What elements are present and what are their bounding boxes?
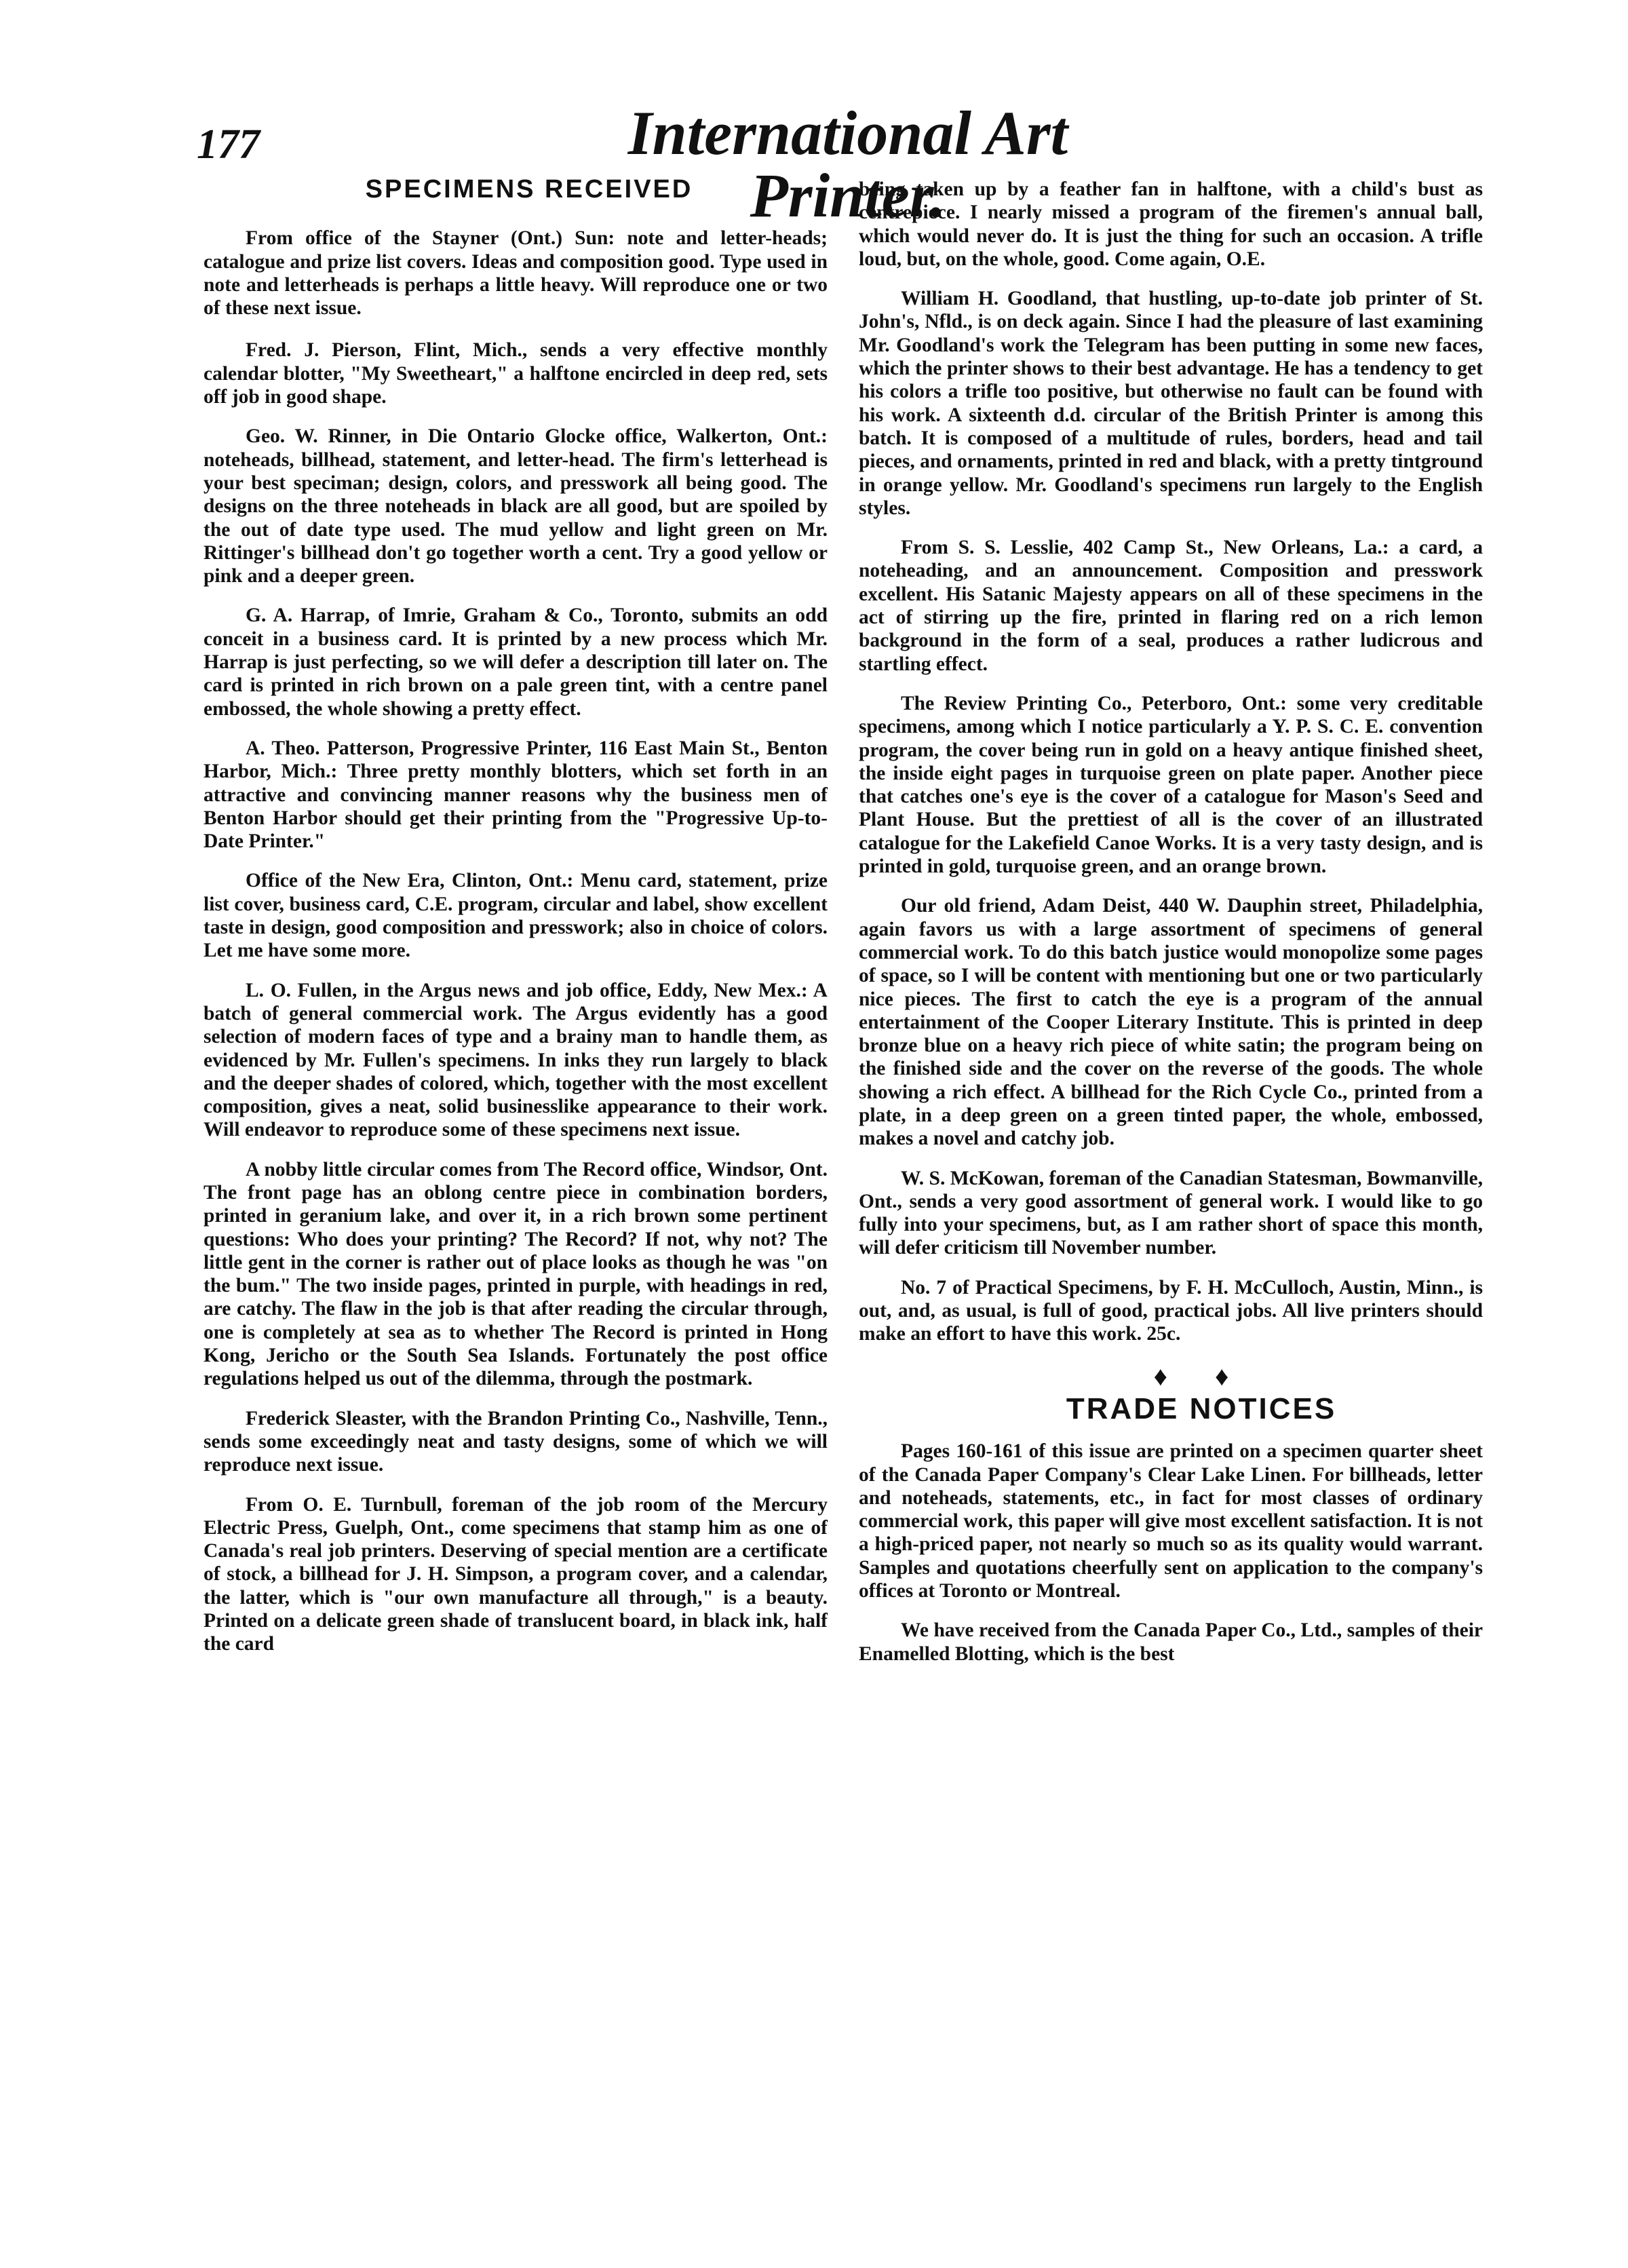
paragraph: A. Theo. Patterson, Progressive Printer, 116 East Main St., Benton Harbor, Mich.: Three pretty monthly blotters, which set forth in an attractive and convincing manner reasons why the business men of Benton Harbor should get their printing from the "Progressive Up-to-Date Printer." [204,737,828,853]
paragraph: A nobby little circular comes from The Record office, Windsor, Ont. The front page has an oblong centre piece in combination borders, printed in geranium lake, and over it, in a rich brown some pertinent questions: Who does your printing? The Record? If not, why not? The little gent in the corner is rather out of place looks as though he was "on the bum." The two inside pages, printed in purple, with headings in red, are catchy. The flaw in the job is that after reading the circular through, one is completely at sea as to whether The Record is printed in Hong Kong, Jericho or the South Sea Islands. Fortunately the post office regulations helped us out of the dilemma, through the postmark. [204,1158,828,1390]
paragraph: W. S. McKowan, foreman of the Canadian Statesman, Bowmanville, Ont., sends a very good assortment of general work. I would like to go fully into your specimens, but, as I am rather short of space this month, will defer criticism till November number. [859,1167,1483,1259]
paragraph: Our old friend, Adam Deist, 440 W. Dauphin street, Philadelphia, again favors us with a large assortment of specimens of general commercial work. To do this batch justice would monopolize some pages of space, so I will be content with mentioning but one or two particularly nice pieces. The first to catch the eye is a program of the annual entertainment of the Cooper Literary Institute. This is printed in deep bronze blue on a heavy rich piece of white satin; the program being on the finished side and the cover on the reverse of the goods. The whole showing a rich effect. A billhead for the Rich Cycle Co., printed from a plate, in a deep green on a green tinted paper, the whole, embossed, makes a novel and catchy job. [859,895,1483,1150]
paragraph: Geo. W. Rinner, in Die Ontario Glocke office, Walkerton, Ont.: noteheads, billhead, statement, and letter-head. The firm's letterhead is your best speciman; design, colors, and presswork all being good. The designs on the three noteheads in black are all good, but are spoiled by the out of date type used. The mud yellow and light green on Mr. Rittinger's billhead don't go together worth a cent. Try a good yellow or pink and a deeper green. [204,425,828,588]
page-number: 177 [197,121,260,168]
paragraph: From O. E. Turnbull, foreman of the job room of the Mercury Electric Press, Guelph, Ont., come specimens that stamp him as one of Canada's real job printers. Deserving of special mention are a certificate of stock, a billhead for J. H. Simpson, a program cover, and a calendar, the latter, which is "our own manufacture all through," is a beauty. Printed on a delicate green shade of translucent board, in black ink, half the card [204,1493,828,1655]
paragraph: From office of the Stayner (Ont.) Sun: note and letter-heads; catalogue and prize list covers. Ideas and composition good. Type used in note and letterheads is perhaps a little heavy. Will reproduce one or two of these next issue. [204,227,828,320]
paragraph: We have received from the Canada Paper Co., Ltd., samples of their Enamelled Blotting, which is the best [859,1619,1483,1665]
trade-notices-heading: TRADE NOTICES [1066,1391,1337,1425]
paragraph-continued: being taken up by a feather fan in halftone, with a child's bust as centrepiece. I nearly missed a program of the firemen's annual ball, which would never do. It is just the thing for such an occasion. A trifle loud, but, on the whole, good. Come again, O.E. [859,178,1483,270]
paragraph: Office of the New Era, Clinton, Ont.: Menu card, statement, prize list cover, business card, C.E. program, circular and label, show excellent taste in design, good composition and presswork; also in choice of colors. Let me have some more. [204,870,828,962]
paragraph: G. A. Harrap, of Imrie, Graham & Co., Toronto, submits an odd conceit in a business card. It is printed by a new process which Mr. Harrap is just perfecting, so we will defer a description till later on. The card is printed in rich brown on a pale green tint, with a centre panel embossed, the whole showing a pretty effect. [204,604,828,720]
paragraph: The Review Printing Co., Peterboro, Ont.: some very creditable specimens, among which I notice particularly a Y. P. S. C. E. convention program, the cover being run in gold on a heavy antique finished sheet, the inside eight pages in turquoise green on plate paper. Another piece that catches one's eye is the cover of a catalogue for Mason's Seed and Plant House. But the prettiest of all is the cover of an illustrated catalogue for the Lakefield Canoe Works. It is a very tasty design, and is printed in gold, turquoise green, and an orange brown. [859,692,1483,878]
specimens-received-heading: SPECIMENS RECEIVED [365,175,693,204]
paragraph: Pages 160-161 of this issue are printed on a specimen quarter sheet of the Canada Paper Company's Clear Lake Linen. For billheads, letter and noteheads, statements, etc., in fact for most classes of ordinary commercial work, this paper will give most excellent satisfaction. It is not a high-priced paper, not nearly so much so as its quality would warrant. Samples and quotations cheerfully sent on application to the company's offices at Toronto or Montreal. [859,1440,1483,1602]
section-ornament: ♦ ♦ [1153,1360,1249,1391]
right-column [859,178,1483,1682]
paragraph: L. O. Fullen, in the Argus news and job office, Eddy, New Mex.: A batch of general commercial work. The Argus evidently has a good selection of modern faces of type and a brainy man to handle them, as evidenced by Mr. Fullen's specimens. In inks they run largely to black and the deeper shades of colored, which, together with the most excellent composition, gives a neat, solid businesslike appearance to their work. Will endeavor to reproduce some of these specimens next issue. [204,979,828,1141]
left-column [204,175,828,1672]
paragraph: No. 7 of Practical Specimens, by F. H. McCulloch, Austin, Minn., is out, and, as usual, is full of good, practical jobs. All live printers should make an effort to have this work. 25c. [859,1276,1483,1345]
paragraph: William H. Goodland, that hustling, up-to-date job printer of St. John's, Nfld., is on deck again. Since I had the pleasure of last examining Mr. Goodland's work the Telegram has been putting in some new faces, which the printer shows to their best advantage. He has a tendency to get his colors a trifle too positive, but otherwise no fault can be found with his work. A sixteenth d.d. circular of the British Printer is among this batch. It is composed of a multitude of rules, borders, head and tail pieces, and ornaments, printed in red and black, with a pretty tintground in orange yellow. Mr. Goodland's specimens run largely to the English styles. [859,288,1483,519]
paragraph: Fred. J. Pierson, Flint, Mich., sends a very effective monthly calendar blotter, "My Sweetheart," a halftone encircled in deep red, sets off job in good shape. [204,339,828,408]
paragraph: From S. S. Lesslie, 402 Camp St., New Orleans, La.: a card, a noteheading, and an announcement. Composition and presswork excellent. His Satanic Majesty appears on all of these specimens in the act of stirring up the fire, printed in flaring red on a rich lemon background in the form of a seal, produces a rather ludicrous and startling effect. [859,537,1483,675]
paragraph: Frederick Sleaster, with the Brandon Printing Co., Nashville, Tenn., sends some exceedingly neat and tasty designs, some of which we will reproduce next issue. [204,1407,828,1476]
masthead-title: International Art Printer. [627,98,1068,230]
